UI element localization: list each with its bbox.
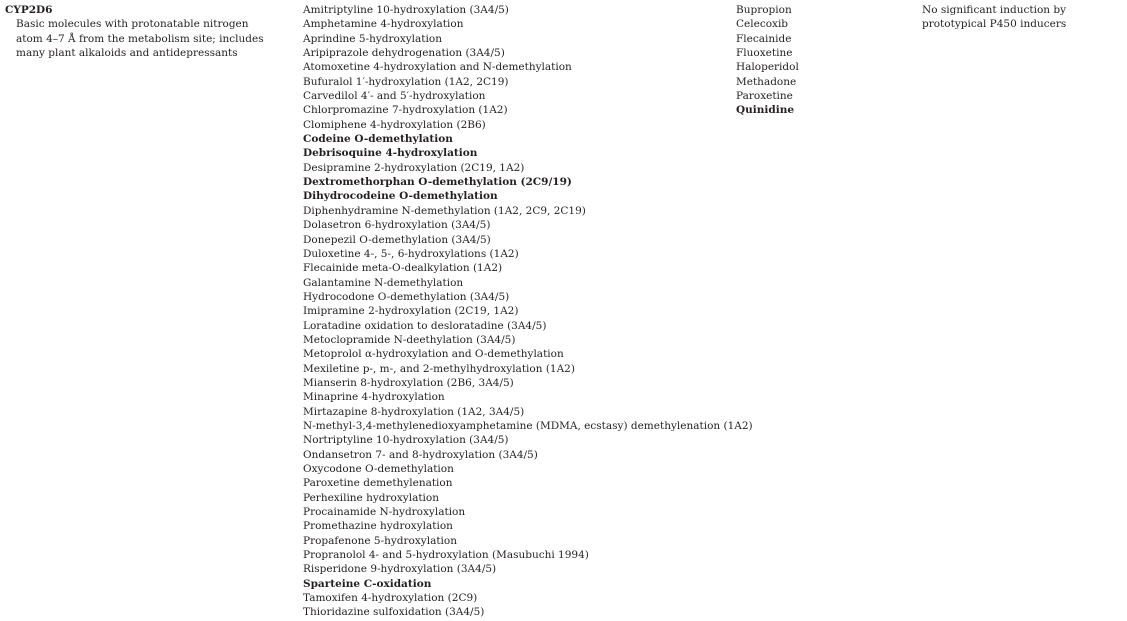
reaction-item: N-methyl-3,4-methylenedioxyamphetamine (MDMA, ecstasy) demethylenation (1A2)	[303, 419, 753, 432]
reaction-item: Sparteine C-oxidation	[303, 577, 432, 590]
reaction-item: Donepezil O-demethylation (3A4/5)	[303, 233, 491, 246]
reaction-item: Propranolol 4- and 5-hydroxylation (Masubuchi 1994)	[303, 549, 589, 562]
reaction-item: Oxycodone O-demethylation	[303, 463, 454, 475]
reaction-item: Amphetamine 4-hydroxylation	[303, 18, 464, 31]
inhibitor-item: Fluoxetine	[736, 47, 793, 60]
reaction-item: Minaprine 4-hydroxylation	[303, 391, 445, 404]
reaction-item: Mianserin 8-hydroxylation (2B6, 3A4/5)	[303, 376, 514, 389]
reaction-item: Loratadine oxidation to desloratadine (3A4/5)	[303, 319, 547, 332]
reaction-item: Nortriptyline 10-hydroxylation (3A4/5)	[303, 434, 509, 447]
reaction-item: Dihydrocodeine O-demethylation	[303, 190, 498, 203]
inhibitor-item: Celecoxib	[736, 18, 789, 31]
reaction-item: Procainamide N-hydroxylation	[303, 506, 466, 519]
reaction-item: Bufuralol 1′-hydroxylation (1A2, 2C19)	[303, 75, 509, 88]
reaction-item: Aprindine 5-hydroxylation	[303, 32, 442, 45]
enzyme-column	[5, 3, 275, 60]
reaction-item: Metoprolol α-hydroxylation and O-demethylation	[303, 348, 564, 361]
inhibitors-column	[736, 3, 886, 118]
reaction-item: Perhexiline hydroxylation	[303, 491, 440, 504]
reaction-item: Amitriptyline 10-hydroxylation (3A4/5)	[303, 4, 509, 16]
inhibitor-item: Quinidine	[736, 104, 795, 117]
reaction-item: Imipramine 2-hydroxylation (2C19, 1A2)	[303, 305, 519, 318]
reaction-item: Chlorpromazine 7-hydroxylation (1A2)	[303, 104, 508, 117]
reaction-item: Codeine O-demethylation	[303, 133, 453, 146]
inhibitor-item: Methadone	[736, 75, 797, 88]
reactions-column	[303, 3, 753, 620]
reaction-item: Aripiprazole dehydrogenation (3A4/5)	[303, 47, 505, 60]
inducers-note: No significant induction by prototypical P450 inducers	[922, 4, 1067, 31]
inducers-column	[922, 3, 1122, 32]
reaction-item: Dextromethorphan O-demethylation (2C9/19)	[303, 176, 572, 189]
reaction-item: Clomiphene 4-hydroxylation (2B6)	[303, 118, 486, 131]
reaction-item: Galantamine N-demethylation	[303, 276, 464, 289]
reaction-item: Risperidone 9-hydroxylation (3A4/5)	[303, 563, 497, 576]
inhibitor-item: Paroxetine	[736, 90, 793, 103]
reaction-item: Desipramine 2-hydroxylation (2C19, 1A2)	[303, 161, 525, 174]
reaction-item: Paroxetine demethylenation	[303, 477, 453, 490]
enzyme-name: CYP2D6	[5, 4, 53, 16]
inhibitor-item: Bupropion	[736, 4, 792, 16]
reaction-item: Tamoxifen 4-hydroxylation (2C9)	[303, 592, 478, 605]
inhibitor-item: Flecainide	[736, 32, 792, 45]
reaction-item: Mexiletine p-, m-, and 2-methylhydroxylation (1A2)	[303, 362, 575, 375]
reaction-item: Carvedilol 4′- and 5′-hydroxylation	[303, 90, 486, 103]
reaction-item: Propafenone 5-hydroxylation	[303, 534, 458, 547]
reaction-item: Dolasetron 6-hydroxylation (3A4/5)	[303, 219, 491, 232]
reaction-item: Mirtazapine 8-hydroxylation (1A2, 3A4/5)	[303, 405, 525, 418]
reaction-item: Metoclopramide N-deethylation (3A4/5)	[303, 333, 516, 346]
reaction-item: Duloxetine 4-, 5-, 6-hydroxylations (1A2)	[303, 247, 519, 260]
inhibitor-item: Haloperidol	[736, 61, 799, 74]
reaction-item: Thioridazine sulfoxidation (3A4/5)	[303, 606, 485, 619]
reaction-item: Flecainide meta-O-dealkylation (1A2)	[303, 262, 503, 275]
reaction-item: Promethazine hydroxylation	[303, 520, 453, 533]
reaction-item: Hydrocodone O-demethylation (3A4/5)	[303, 290, 510, 303]
reaction-item: Atomoxetine 4-hydroxylation and N-demethylation	[303, 61, 572, 74]
enzyme-substrate-description: Basic molecules with protonatable nitrogen atom 4–7 Å from the metabolism site; includes many plant alkaloids and antidepressants	[16, 18, 264, 60]
reaction-item: Diphenhydramine N-demethylation (1A2, 2C9, 2C19)	[303, 204, 586, 217]
reaction-item: Debrisoquine 4-hydroxylation	[303, 147, 478, 160]
reaction-item: Ondansetron 7- and 8-hydroxylation (3A4/5)	[303, 448, 538, 461]
